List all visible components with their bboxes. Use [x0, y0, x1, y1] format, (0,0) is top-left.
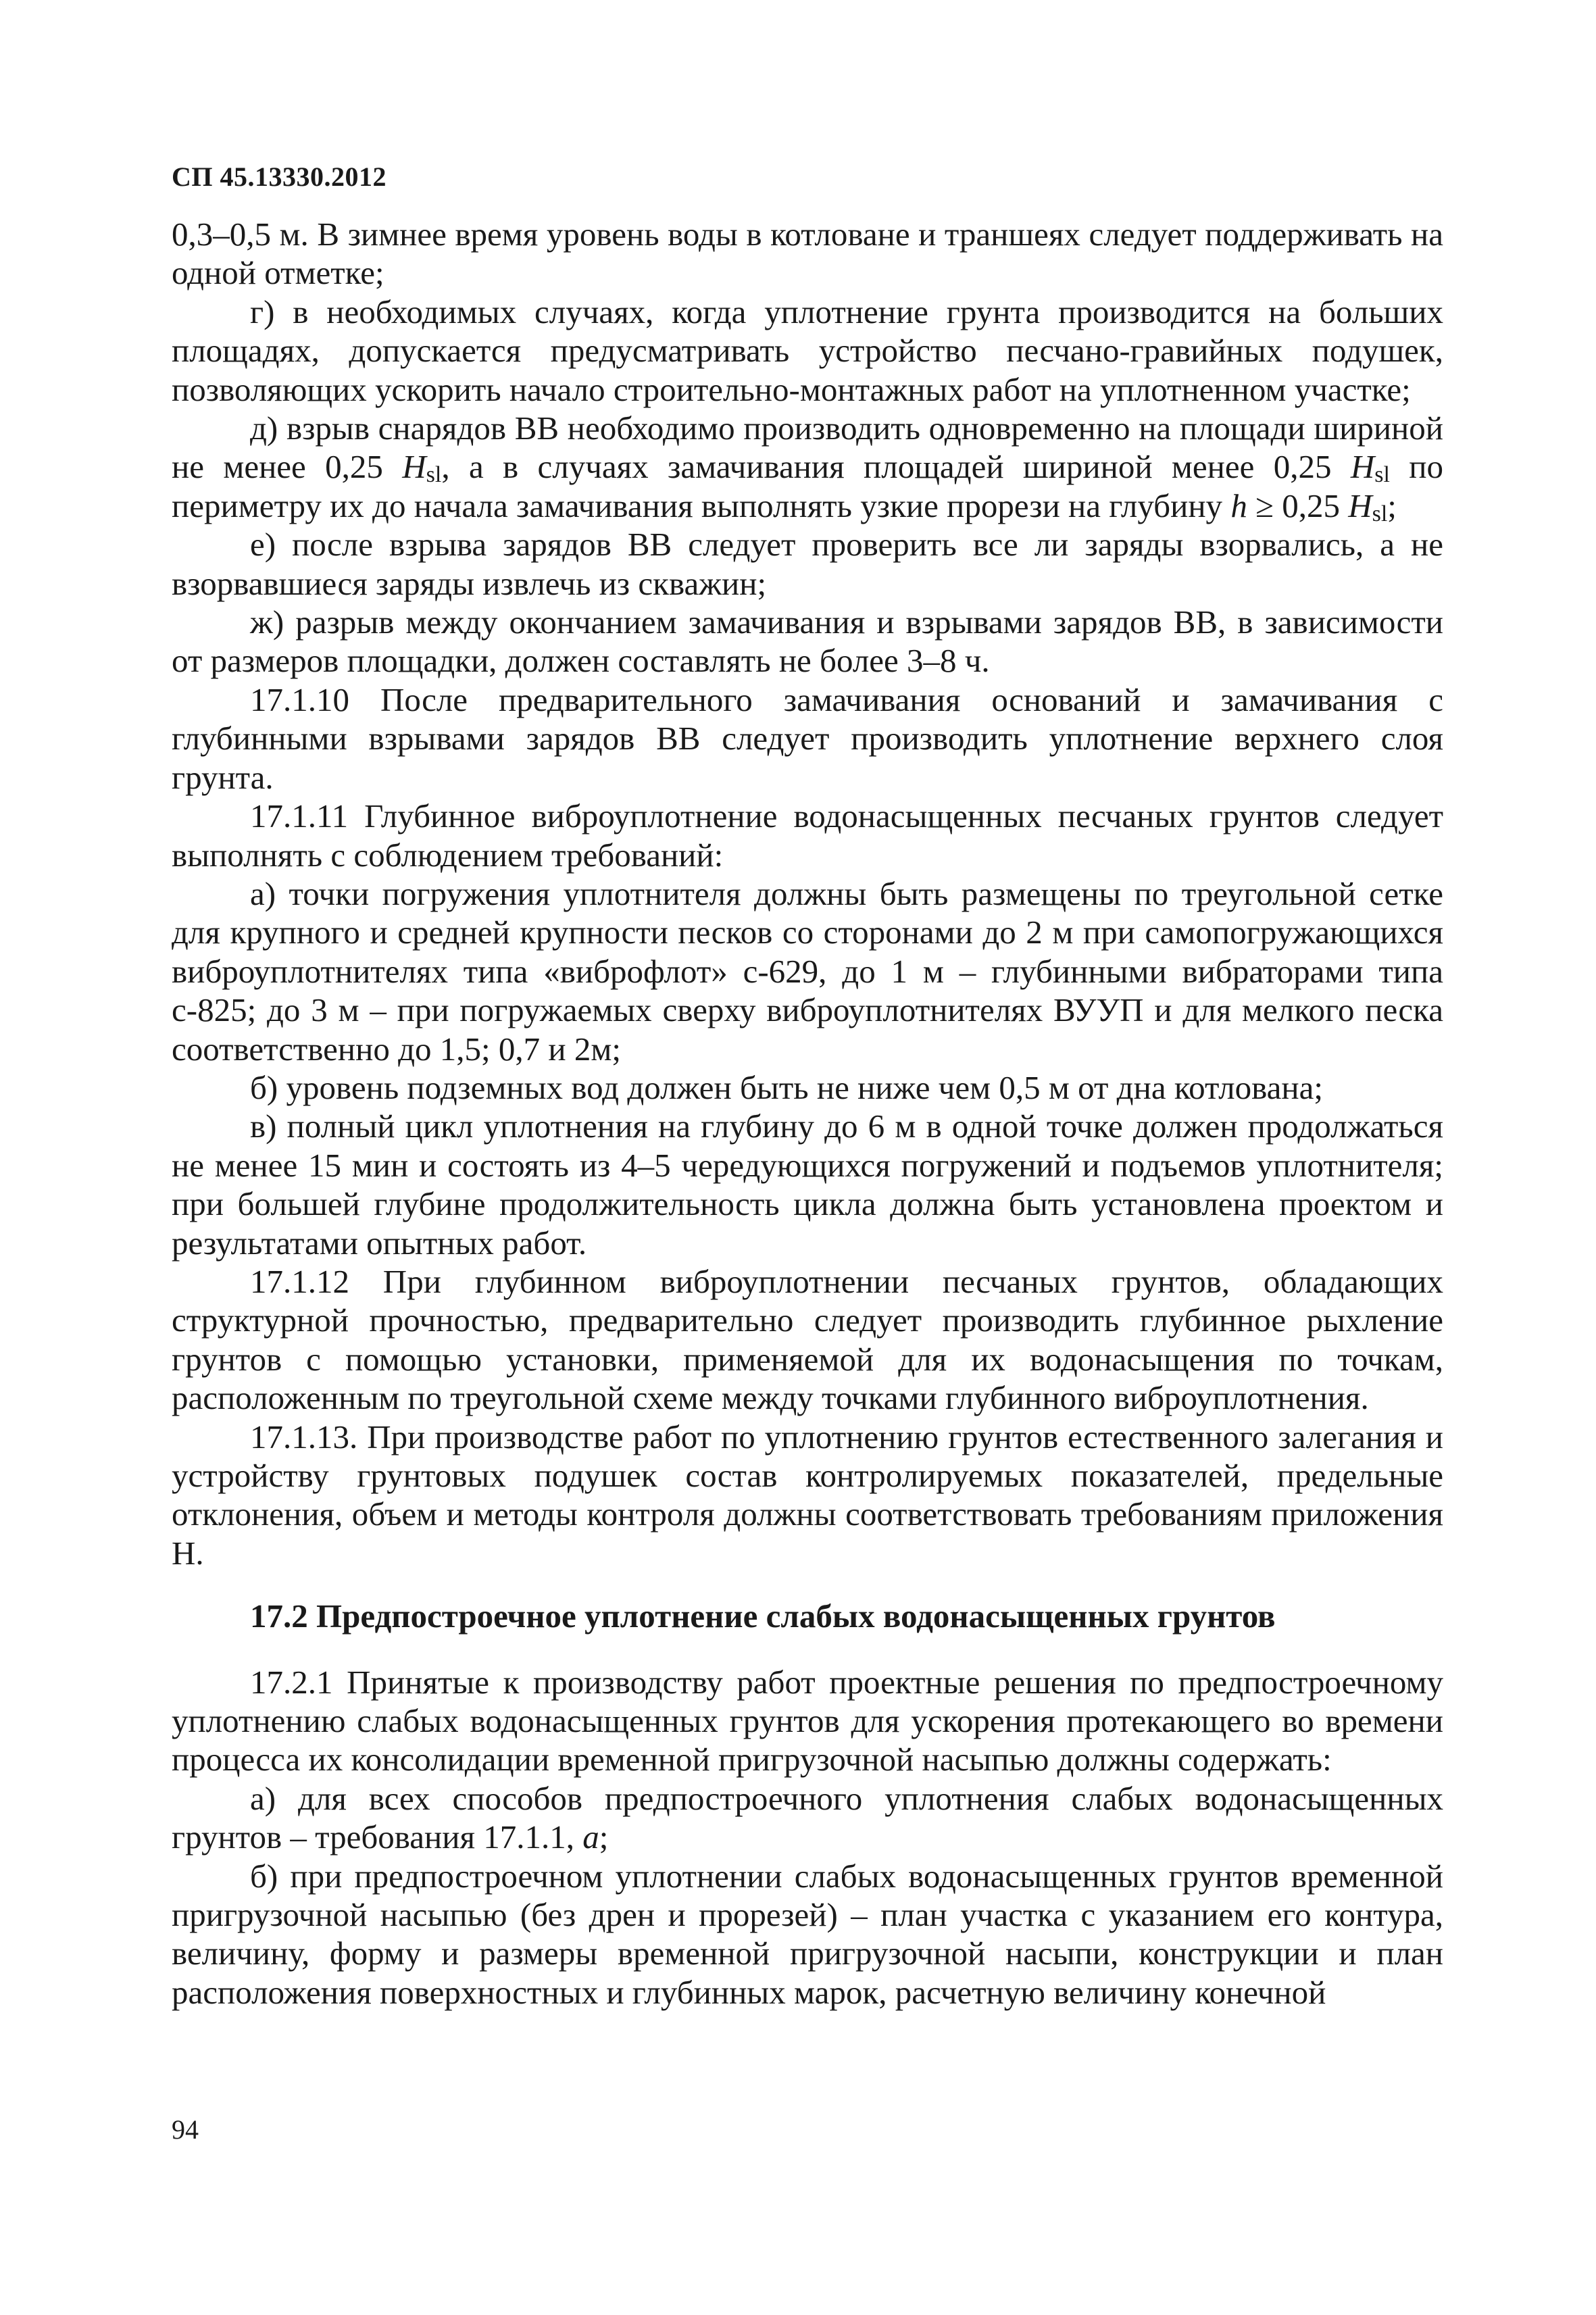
doc-code-header: СП 45.13330.2012: [172, 161, 386, 192]
page-number: 94: [172, 2114, 199, 2145]
clause-17-1-12: 17.1.12 При глубинном виброуплотнении песчаных грунтов, обладающих структурной прочностью, предварительно следует производить глубинное рыхление грунтов с помощью установки, применяемой для их водонасыщения по точкам, расположенным по треугольной схеме между точками глубинного виброуплотнения.: [172, 1262, 1443, 1417]
clause-17-2-1-a: [172, 1779, 1443, 1857]
clause-17-1-10: 17.1.10 После предварительного замачивания оснований и замачивания с глубинными взрывами зарядов ВВ следует производить уплотнение верхнего слоя грунта.: [172, 680, 1443, 796]
list-item-e: е) после взрыва зарядов ВВ следует проверить все ли заряды взорвались, а не взорвавшиеся заряды извлечь из скважин;: [172, 526, 1443, 602]
text-run: ;: [1387, 487, 1397, 524]
text-run: д) взрыв снарядов ВВ необходимо производить одновременно на площади шириной не менее 0,25: [172, 409, 1443, 486]
symbol-h-sl: H: [1350, 448, 1375, 486]
subscript-sl: sl: [1374, 462, 1390, 488]
text-run: , а в случаях замачивания площадей шириной менее 0,25: [441, 448, 1351, 486]
clause-17-2-1-b: б) при предпостроечном уплотнении слабых водонасыщенных грунтов временной пригрузочной насыпью (без дрен и прорезей) – план участка с указанием его контура, величину, форму и размеры временной пригрузочной насыпи, конструкции и план расположения поверхностных и глубинных марок, расчетную величину конечной: [172, 1857, 1443, 2011]
clause-17-1-11-a: а) точки погружения уплотнителя должны быть размещены по треугольной сетке для крупного и средней крупности песков со сторонами до 2 м при самопогружающихся виброуплотнителях типа «виброфлот» с-629, до 1 м – глубинными вибраторами типа с-825; до 3 м – при погружаемых сверху виброуплотнителях ВУУП и для мелкого песка соответственно до 1,5; 0,7 и 2м;: [172, 874, 1443, 1068]
page-body: [172, 215, 1443, 2012]
symbol-h-sl: H: [1348, 487, 1372, 524]
italic-letter: а: [582, 1818, 599, 1856]
subscript-sl: sl: [426, 462, 442, 488]
clause-17-1-11-v: в) полный цикл уплотнения на глубину до 6 м в одной точке должен продолжаться не менее 15 мин и состоять из 4–5 чередующихся погружений и подъемов уплотнителя; при большей глубине продолжительность цикла должна быть установлена проектом и результатами опытных работ.: [172, 1107, 1443, 1262]
list-item-d: [172, 409, 1443, 525]
list-item-g: г) в необходимых случаях, когда уплотнение грунта производится на больших площадях, допускается предусматривать устройство песчано-гравийных подушек, позволяющих ускорить начало строительно-монтажных работ на уплотненном участке;: [172, 293, 1443, 408]
list-item-zh: ж) разрыв между окончанием замачивания и взрывами зарядов ВВ, в зависимости от размеров площадки, должен составлять не более 3–8 ч.: [172, 603, 1443, 680]
text-run: по периметру их до начала замачивания выполнять узкие прорези на глубину: [172, 448, 1443, 524]
text-run: ;: [599, 1818, 609, 1856]
text-run: а) для всех способов предпостроечного уплотнения слабых водонасыщенных грунтов – требования 17.1.1,: [172, 1779, 1443, 1856]
clause-17-1-13: 17.1.13. При производстве работ по уплотнению грунтов естественного залегания и устройству грунтовых подушек состав контролируемых показателей, предельные отклонения, объем и методы контроля должны соответствовать требованиям приложения Н.: [172, 1418, 1443, 1572]
symbol-h: h: [1230, 487, 1247, 524]
clause-17-2-1: 17.2.1 Принятые к производству работ проектные решения по предпостроечному уплотнению слабых водонасыщенных грунтов для ускорения протекающего во времени процесса их консолидации временной пригрузочной насыпью должны содержать:: [172, 1663, 1443, 1778]
paragraph-continuation: 0,3–0,5 м. В зимнее время уровень воды в котловане и траншеях следует поддерживать на одной отметке;: [172, 216, 1443, 292]
section-heading-17-2: 17.2 Предпостроечное уплотнение слабых водонасыщенных грунтов: [250, 1597, 1276, 1635]
symbol-h-sl: H: [402, 448, 426, 486]
clause-17-1-11-b: б) уровень подземных вод должен быть не ниже чем 0,5 м от дна котлована;: [250, 1068, 1323, 1106]
subscript-sl: sl: [1372, 501, 1388, 526]
text-run: ≥ 0,25: [1247, 487, 1349, 524]
clause-17-1-11: 17.1.11 Глубинное виброуплотнение водонасыщенных песчаных грунтов следует выполнять с соблюдением требований:: [172, 797, 1443, 874]
